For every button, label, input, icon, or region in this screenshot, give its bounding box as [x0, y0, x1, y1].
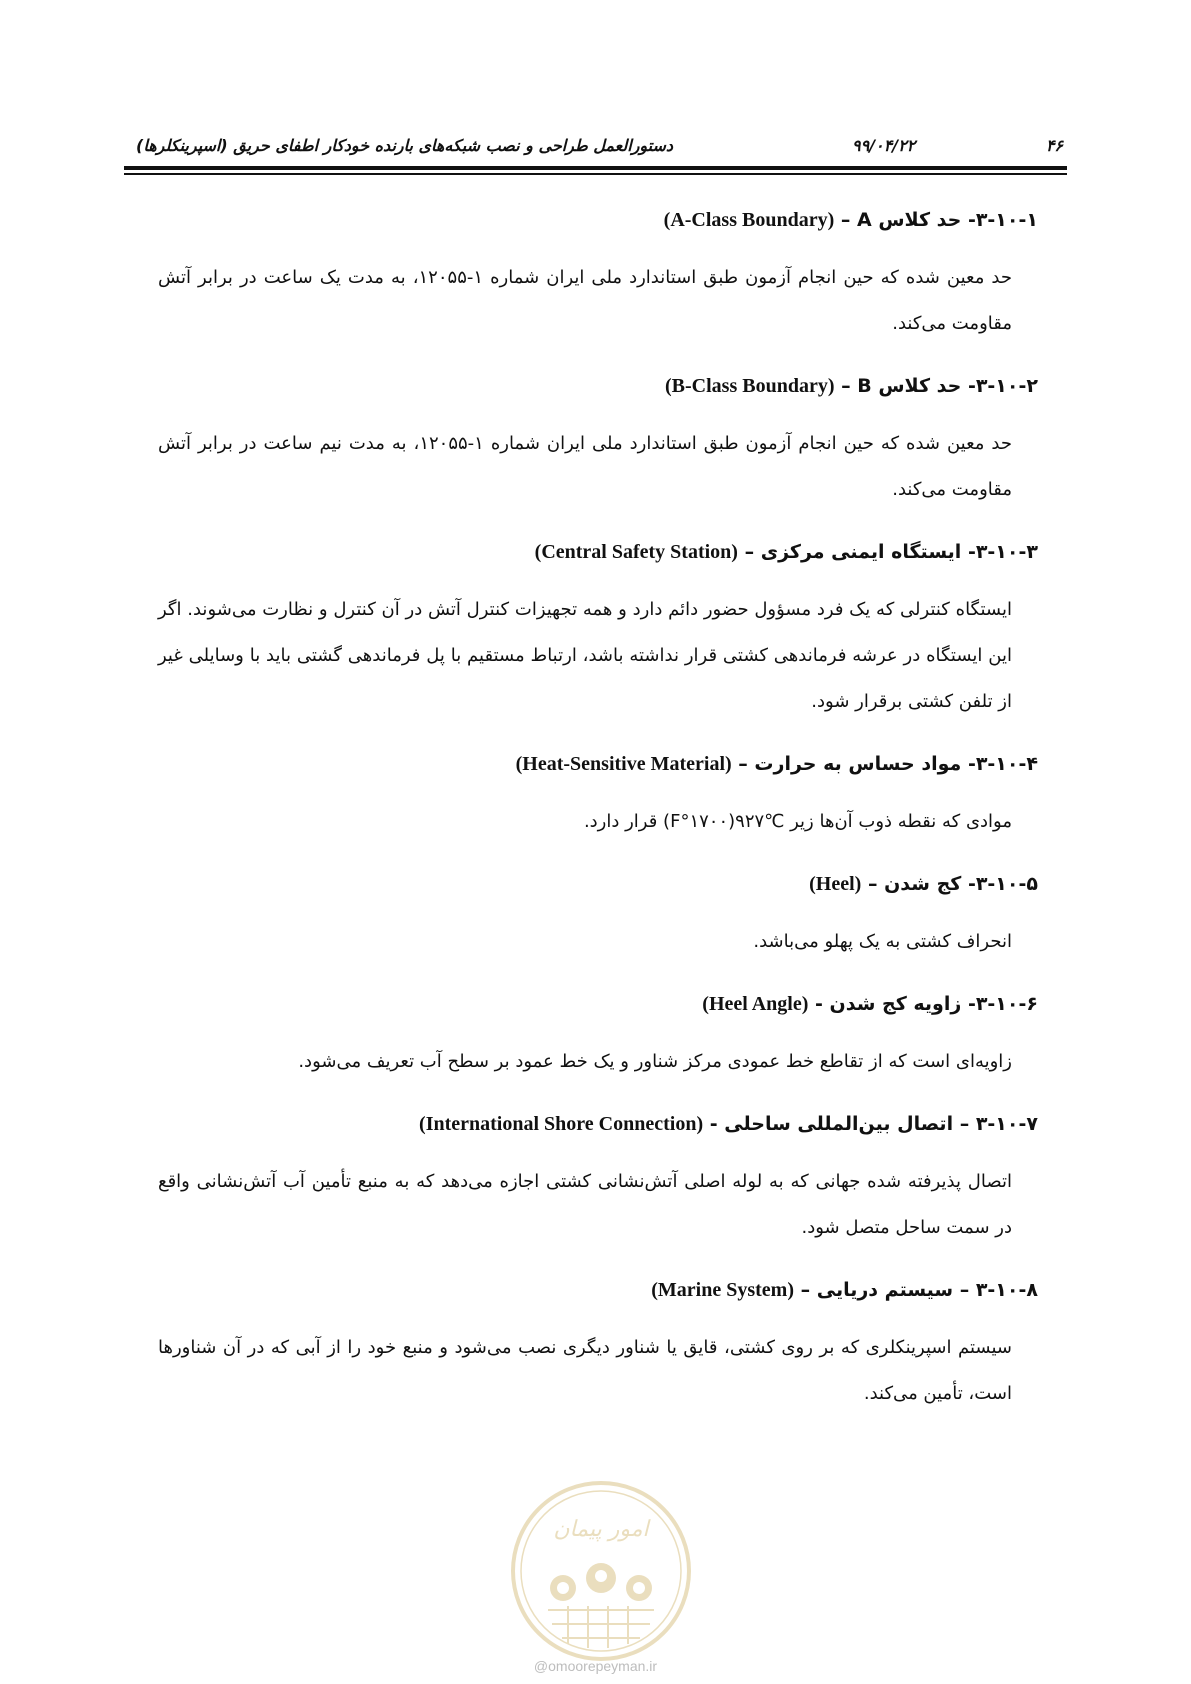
section-title-fa: مواد حساس به حرارت [754, 753, 962, 775]
section-body: زاویه‌ای است که از تقاطع خط عمودی مرکز شناور و یک خط عمود بر سطح آب تعریف می‌شود. [298, 1051, 1012, 1072]
section-heading: ۳-۱۰-۶- زاویه کج شدن - (Heel Angle) [702, 993, 1038, 1015]
section-title-fa: اتصال بین‌المللی ساحلی [724, 1113, 954, 1135]
section-body: موادی که نقطه ذوب آن‌ها زیر ℃۹۲۷(F°۱۷۰۰) قرار دارد. [583, 811, 1012, 832]
section-title-en: (Heel Angle) [702, 993, 809, 1015]
section-number: ۳-۱۰-۸ [975, 1279, 1038, 1301]
section-body: ایستگاه کنترلی که یک فرد مسؤول حضور دائم دارد و همه تجهیزات کنترل آتش در آن کنترل و نظارت می‌شوند. اگر این ایستگاه در عرشه فرماندهی کشتی قرار نداشته باشد، ارتباط مستقیم با پل فرماندهی گشتی باید با وسایلی غیر از تلفن کشتی برقرار شود. [158, 599, 1012, 712]
section-heading: ۳-۱۰-۱- حد کلاس A – (A-Class Boundary) [663, 209, 1038, 231]
section-title-en: (Heel) [809, 873, 862, 895]
section-title-fa: کج شدن [884, 873, 962, 895]
document-title: دستورالعمل طراحی و نصب شبکه‌های بارنده خودکار اطفای حریق (اسپرینکلرها) [136, 136, 674, 155]
watermark-logo [508, 1478, 694, 1664]
section-heading: ۳-۱۰-۵- کج شدن – (Heel) [809, 873, 1038, 895]
section-number: ۳-۱۰-۷ [975, 1113, 1038, 1135]
section-title-fa: سیستم دریایی [816, 1279, 954, 1301]
watermark-website: @omoorepeyman.ir [533, 1658, 658, 1674]
section-title-en: (Marine System) [651, 1279, 794, 1301]
section-body: سیستم اسپرینکلری که بر روی کشتی، قایق یا شناور دیگری نصب می‌شود و منبع خود را از آبی که در آن شناورها است، تأمین می‌کند. [158, 1337, 1012, 1404]
section-number: ۳-۱۰-۳- [967, 541, 1038, 563]
section-heading: ۳-۱۰-۷ – اتصال بین‌المللی ساحلی - (International Shore Connection) [419, 1113, 1038, 1135]
page-content [158, 205, 1038, 1417]
section-body: اتصال پذیرفته شده جهانی که به لوله اصلی آتش‌نشانی کشتی اجازه می‌دهد که به منبع تأمین آب آتش‌نشانی واقع در سمت ساحل متصل شود. [158, 1171, 1012, 1238]
section-title-en: (Central Safety Station) [534, 541, 738, 563]
section-body: حد معین شده که حین انجام آزمون طبق استاندارد ملی ایران شماره ۱-۱۲۰۵۵، به مدت یک ساعت در برابر آتش مقاومت می‌کند. [158, 267, 1013, 334]
section-title-en: (Heat-Sensitive Material) [515, 753, 732, 775]
watermark-logo-text: امور پیمان [553, 1517, 649, 1542]
section-number: ۳-۱۰-۱- [967, 209, 1038, 231]
section-number: ۳-۱۰-۲- [967, 375, 1038, 397]
section-heading: ۳-۱۰-۸ – سیستم دریایی – (Marine System) [651, 1279, 1038, 1301]
document-date: ۹۹/۰۴/۲۲ [852, 136, 916, 155]
page-number: ۴۶ [1045, 136, 1063, 155]
section-heading: ۳-۱۰-۴- مواد حساس به حرارت – (Heat-Sensitive Material) [515, 753, 1038, 775]
header-rule-thin [124, 173, 1067, 175]
section-heading: ۳-۱۰-۲- حد کلاس B – (B-Class Boundary) [665, 375, 1038, 397]
section-title-en: (International Shore Connection) [419, 1113, 704, 1135]
section-title-fa: حد کلاس B [857, 375, 962, 397]
section-body: حد معین شده که حین انجام آزمون طبق استاندارد ملی ایران شماره ۱-۱۲۰۵۵، به مدت نیم ساعت در برابر آتش مقاومت می‌کند. [158, 433, 1012, 500]
section-heading: ۳-۱۰-۳- ایستگاه ایمنی مرکزی – (Central Safety Station) [534, 541, 1038, 563]
page-header [124, 136, 1067, 166]
section-title-fa: حد کلاس A [857, 209, 962, 231]
section-title-en: (A-Class Boundary) [663, 209, 835, 231]
section-number: ۳-۱۰-۵- [967, 873, 1038, 895]
section-number: ۳-۱۰-۶- [967, 993, 1038, 1015]
section-number: ۳-۱۰-۴- [967, 753, 1038, 775]
section-body: انحراف کشتی به یک پهلو می‌باشد. [753, 931, 1012, 952]
section-title-fa: ایستگاه ایمنی مرکزی [760, 541, 962, 563]
header-rule-thick [124, 166, 1067, 170]
section-title-en: (B-Class Boundary) [665, 375, 835, 397]
section-title-fa: زاویه کج شدن [829, 993, 962, 1015]
